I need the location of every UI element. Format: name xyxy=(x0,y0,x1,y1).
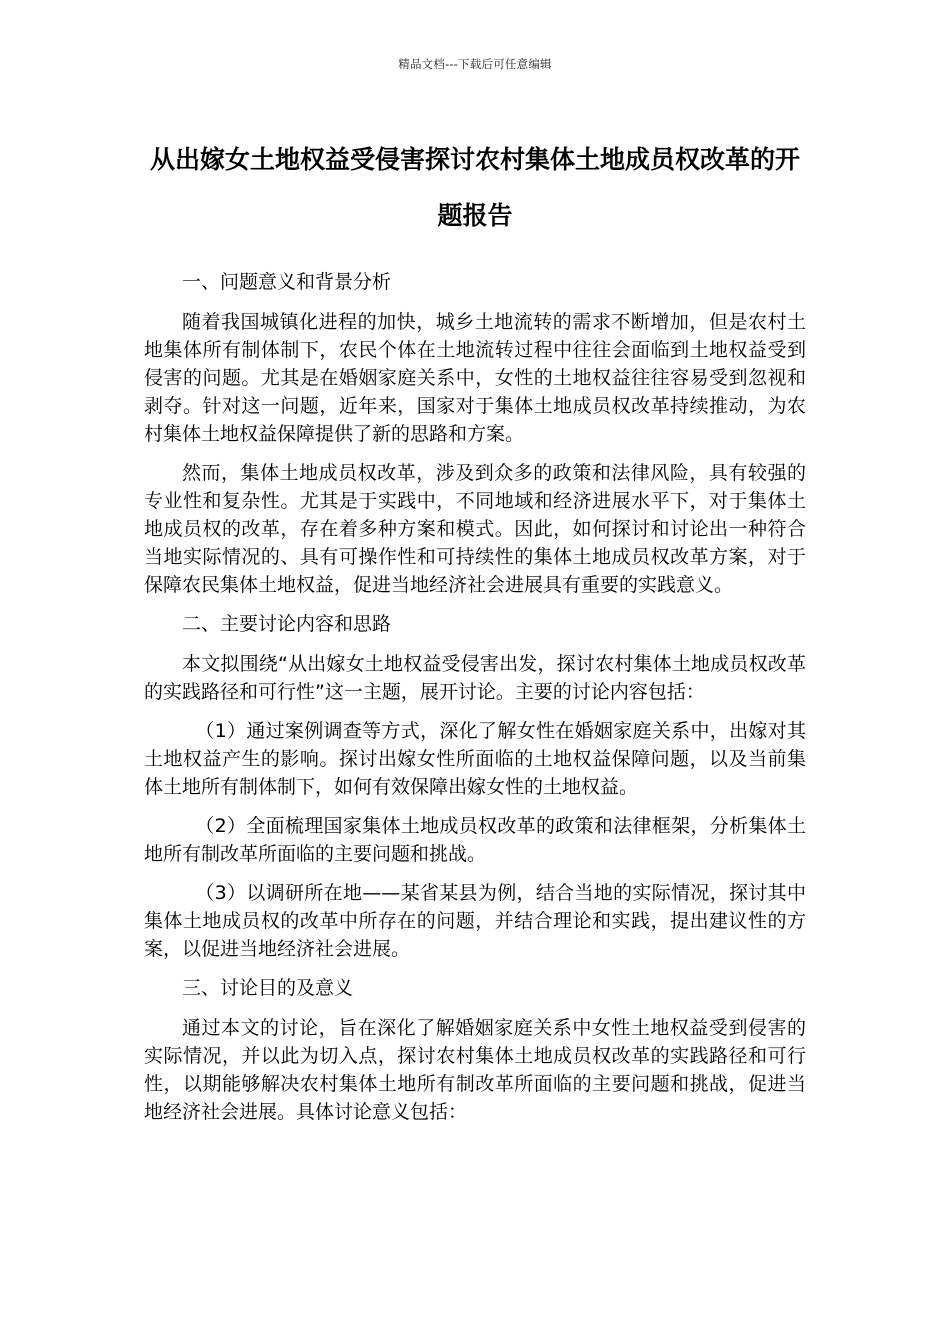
paragraph: 然而，集体土地成员权改革，涉及到众多的政策和法律风险，具有较强的专业性和复杂性。尤其是于实践中，不同地域和经济进展水平下，对于集体土地成员权的改革，存在着多种方案和模式。因此，如何探讨和讨论出一种符合当地实际情况的、具有可操作性和可持续性的集体土地成员权改革方案，对于保障农民集体土地权益，促进当地经济社会进展具有重要的实践意义。 xyxy=(144,462,806,596)
list-item: （1）通过案例调查等方式，深化了解女性在婚姻家庭关系中，出嫁对其土地权益产生的影响。探讨出嫁女性所面临的土地权益保障问题，以及当前集体土地所有制体制下，如何有效保障出嫁女性的土地权益。 xyxy=(144,720,806,798)
paragraph: 随着我国城镇化进程的加快，城乡土地流转的需求不断增加，但是农村土地集体所有制体制下，农民个体在土地流转过程中往往会面临到土地权益受到侵害的问题。尤其是在婚姻家庭关系中，女性的土地权益往往容易受到忽视和剥夺。针对这一问题，近年来，国家对于集体土地成员权改革持续推动，为农村集体土地权益保障提供了新的思路和方案。 xyxy=(144,311,806,445)
section-heading: 三、讨论目的及意义 xyxy=(182,977,354,999)
section-heading: 二、主要讨论内容和思路 xyxy=(182,613,392,635)
document-title: 从出嫁女土地权益受侵害探讨农村集体土地成员权改革的开题报告 xyxy=(149,145,800,230)
paragraph: 通过本文的讨论，旨在深化了解婚姻家庭关系中女性土地权益受到侵害的实际情况，并以此为切入点，探讨农村集体土地成员权改革的实践路径和可行性，以期能够解决农村集体土地所有制改革所面临的主要问题和挑战，促进当地经济社会进展。具体讨论意义包括： xyxy=(144,1017,806,1123)
document-body xyxy=(144,268,806,1137)
list-item: （2）全面梳理国家集体土地成员权改革的政策和法律框架，分析集体土地所有制改革所面临的主要问题和挑战。 xyxy=(144,815,806,865)
paragraph: 本文拟围绕“从出嫁女土地权益受侵害出发，探讨农村集体土地成员权改革的实践路径和可行性”这一主题，展开讨论。主要的讨论内容包括： xyxy=(144,653,806,703)
header-note: 精品文档---下载后可任意编辑 xyxy=(398,57,552,71)
list-item: （3）以调研所在地——某省某县为例，结合当地的实际情况，探讨其中集体土地成员权的改革中所存在的问题，并结合理论和实践，提出建议性的方案，以促进当地经济社会进展。 xyxy=(144,882,806,960)
section-heading: 一、问题意义和背景分析 xyxy=(182,271,392,293)
